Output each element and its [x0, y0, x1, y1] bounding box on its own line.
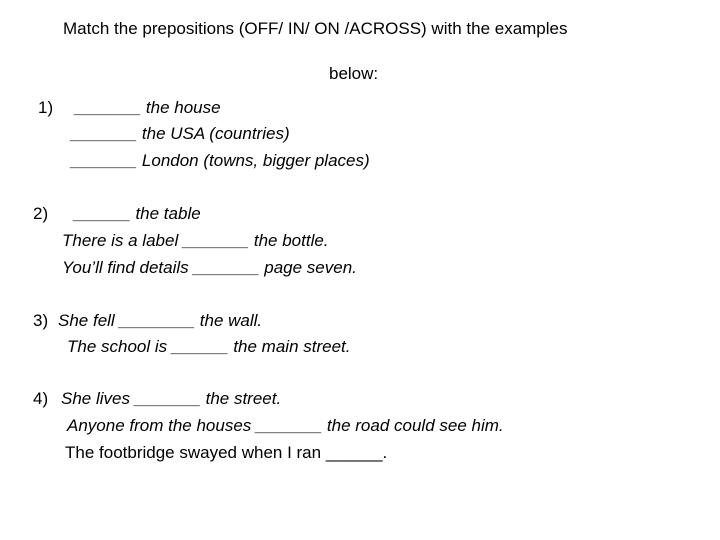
section-number: 1): [38, 98, 54, 117]
instruction-title-continued: below:: [329, 64, 379, 83]
instruction-title: Match the prepositions (OFF/ IN/ ON /ACROSS) with the examples: [63, 19, 568, 38]
section-number: 3): [33, 311, 49, 330]
exercise-line: There is a label _______ the bottle.: [62, 231, 329, 250]
exercise-line: _______ the USA (countries): [71, 124, 290, 143]
section-number: 2): [33, 204, 49, 223]
section-number: 4): [33, 389, 49, 408]
exercise-line: The school is ______ the main street.: [67, 337, 351, 356]
exercise-line: _______ the house: [75, 98, 221, 117]
exercise-line: You’ll find details _______ page seven.: [62, 258, 357, 277]
exercise-line: She fell ________ the wall.: [58, 311, 263, 330]
exercise-line: _______ London (towns, bigger places): [71, 151, 370, 170]
exercise-line: Anyone from the houses _______ the road could see him.: [67, 416, 504, 435]
exercise-line: The footbridge swayed when I ran ______.: [65, 443, 388, 462]
exercise-line: She lives _______ the street.: [61, 389, 282, 408]
exercise-line: ______ the table: [74, 204, 201, 223]
